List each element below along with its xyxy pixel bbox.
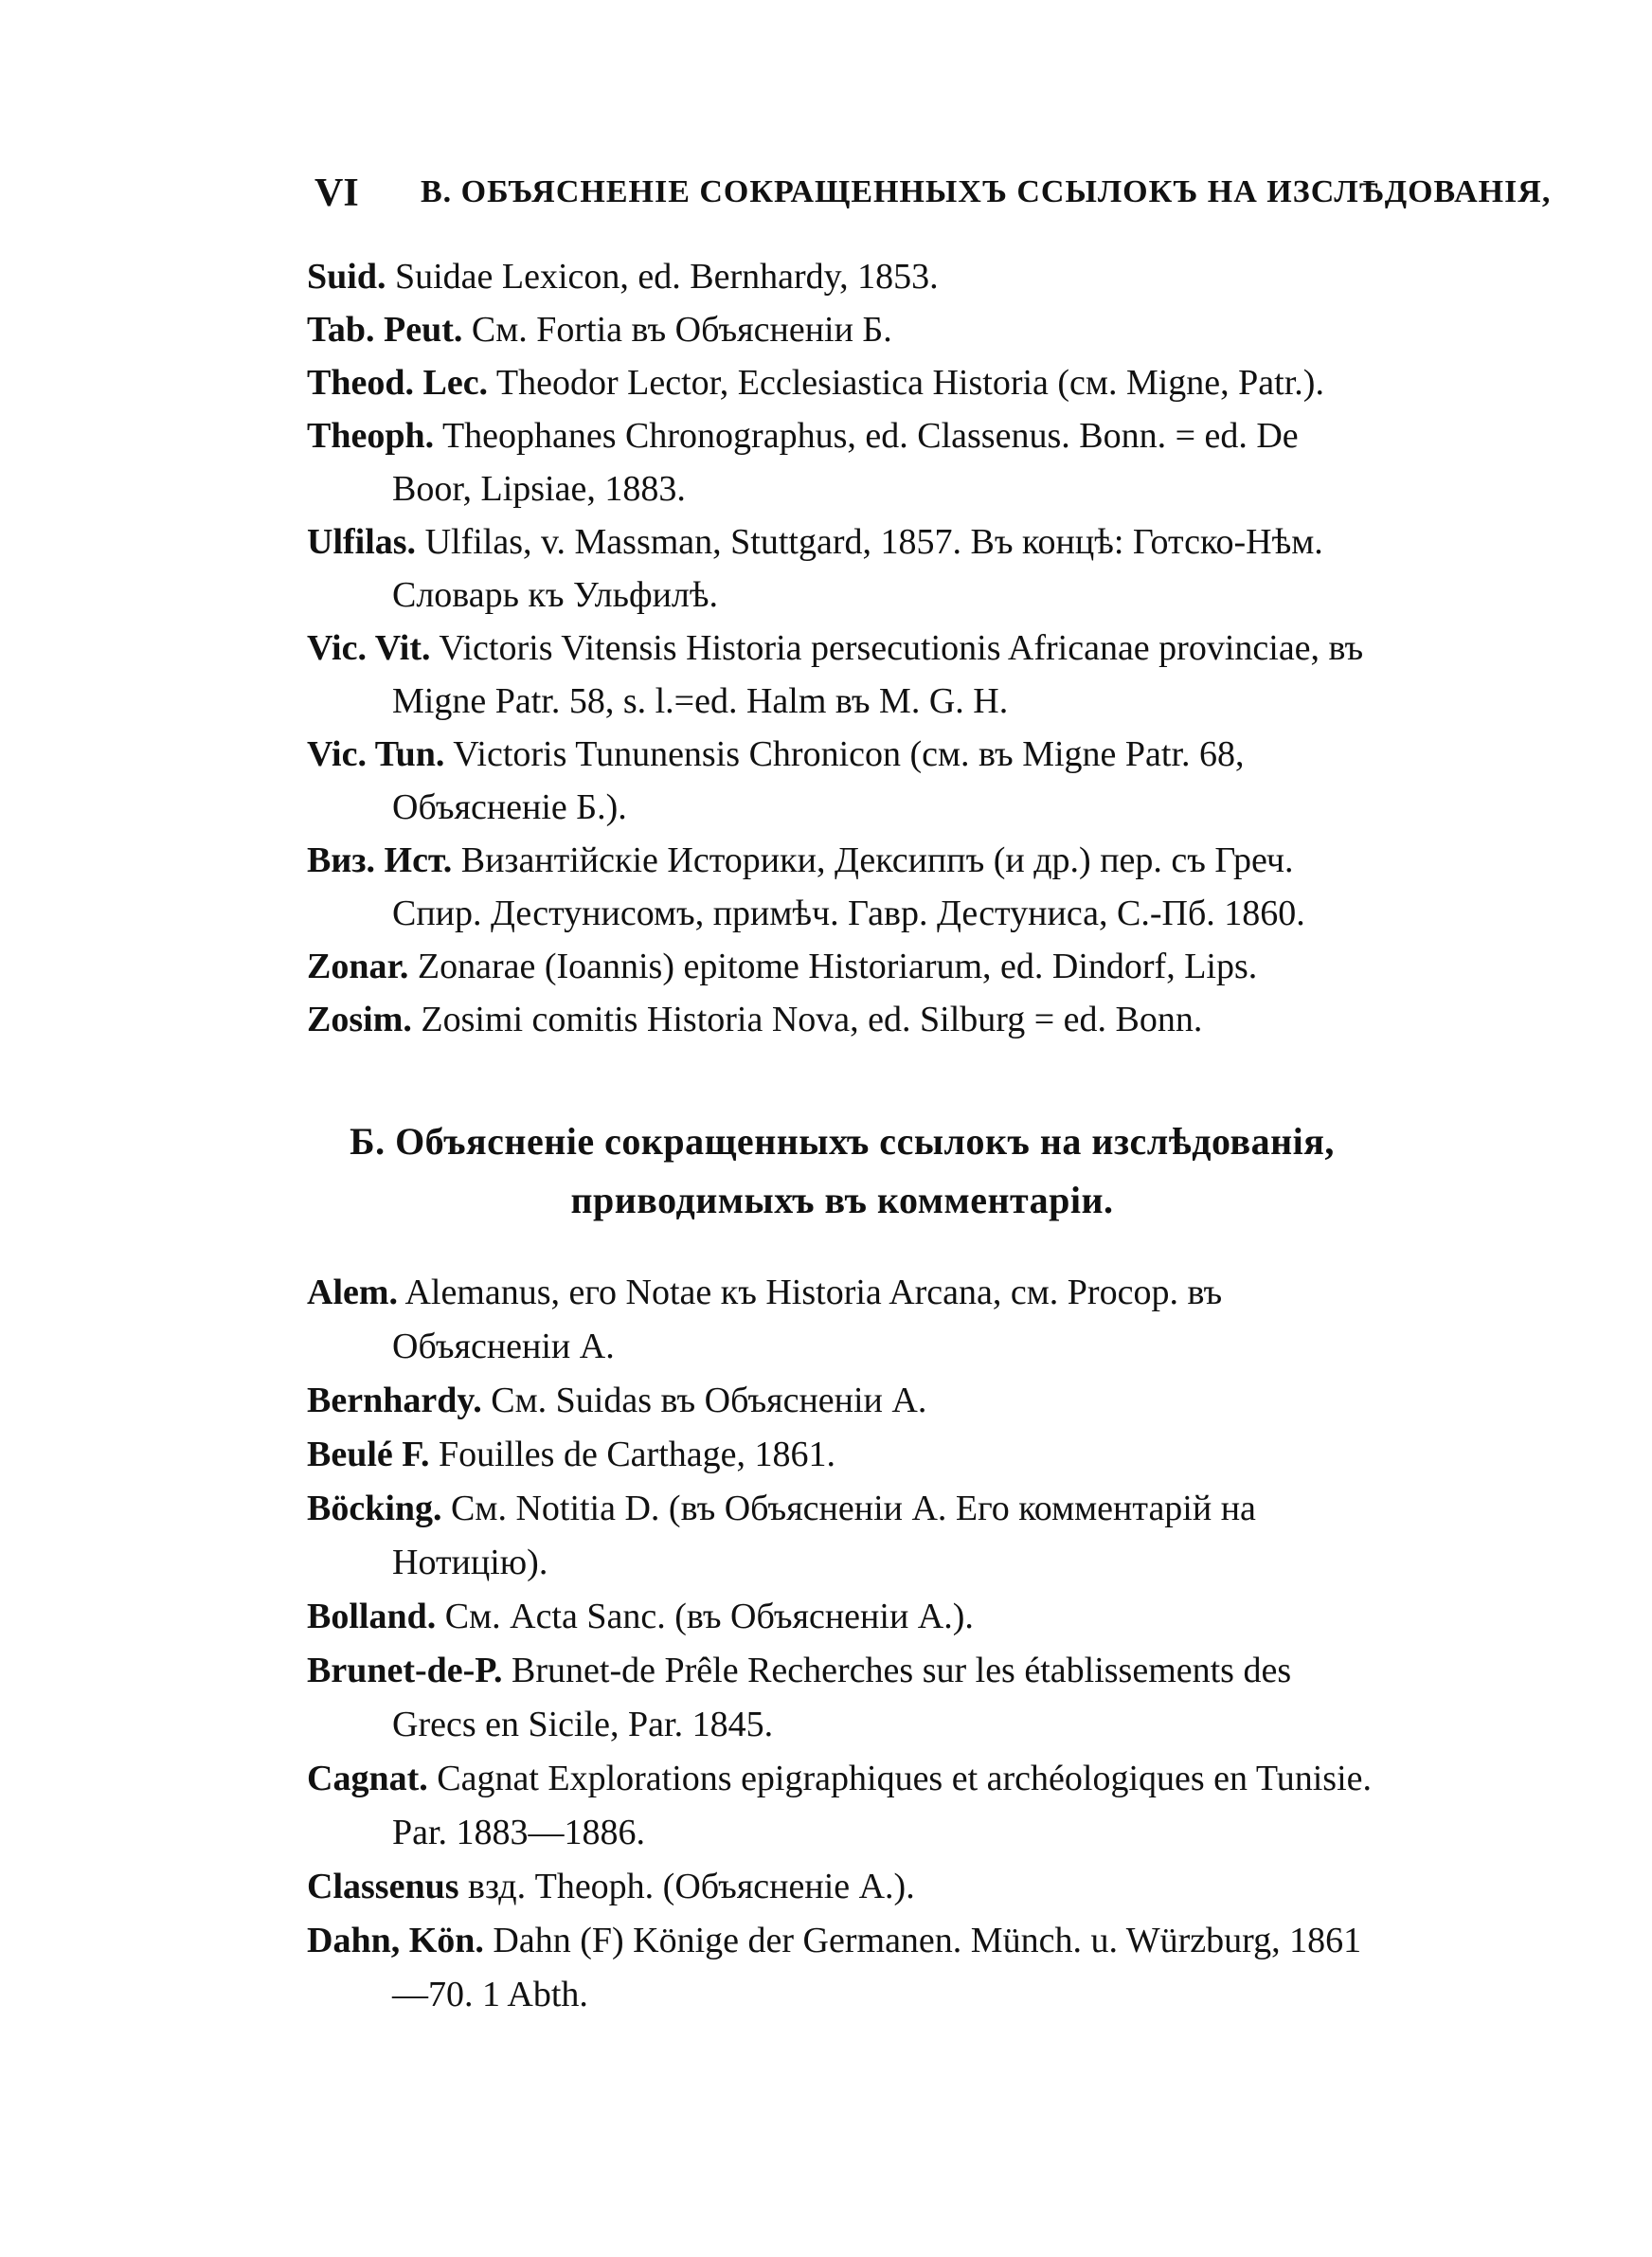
entry-abbreviation: Виз. Ист.: [307, 840, 453, 880]
entry-abbreviation: Cagnat.: [307, 1759, 428, 1798]
entry-abbreviation: Theod. Lec.: [307, 363, 489, 403]
list-item: [307, 1374, 1377, 1428]
entry-text: Zosimi comitis Historia Nova, ed. Silburg = ed. Bonn.: [421, 1000, 1203, 1039]
entry-text: Theophanes Chronographus, ed. Classenus. Bonn. = ed. De Boor, Lipsiae, 1883.: [392, 416, 1299, 509]
section-heading-line-2: приводимыхъ въ комментаріи.: [570, 1179, 1114, 1221]
list-item: [307, 940, 1377, 993]
entry-text: Brunet-de Prêle Recherches sur les établissements des Grecs en Sicile, Par. 1845.: [392, 1651, 1292, 1744]
entry-text: Victoris Vitensis Historia persecutionis Africanae provinciae, въ Migne Patr. 58, s. l.=ed. Halm въ M. G. H.: [392, 628, 1364, 721]
entry-abbreviation: Böcking.: [307, 1489, 442, 1528]
abbreviation-list-a: [307, 250, 1377, 1046]
entry-abbreviation: Brunet-de-P.: [307, 1651, 503, 1690]
entry-text: Cagnat Explorations epigraphiques et archéologiques en Tunisie. Par. 1883—1886.: [392, 1759, 1372, 1852]
list-item: [307, 356, 1377, 409]
page-number: VI: [314, 172, 359, 215]
list-item: [307, 1590, 1377, 1644]
list-item: [307, 1428, 1377, 1482]
list-item: [307, 834, 1377, 940]
entry-text: Alemanus, его Notae къ Historia Arcana, см. Procop. въ Объясненіи А.: [392, 1273, 1223, 1366]
entry-abbreviation: Classenus: [307, 1867, 459, 1906]
entry-abbreviation: Beulé F.: [307, 1435, 430, 1474]
entry-abbreviation: Ulfilas.: [307, 522, 417, 562]
list-item: [307, 250, 1377, 303]
list-item: [307, 1752, 1377, 1860]
entry-abbreviation: Alem.: [307, 1273, 399, 1312]
entry-abbreviation: Vic. Vit.: [307, 628, 431, 668]
entry-text: Византійскіе Историки, Дексиппъ (и др.) пер. съ Греч. Спир. Дестунисомъ, примѣч. Гавр. Дестуниса, С.-Пб. 1860.: [392, 840, 1305, 933]
list-item: [307, 303, 1377, 356]
entry-abbreviation: Dahn, Kön.: [307, 1921, 484, 1960]
entry-text: Fouilles de Carthage, 1861.: [439, 1435, 835, 1474]
entry-text: взд. Theoph. (Объясненіе А.).: [468, 1867, 915, 1906]
entry-text: См. Suidas въ Объясненіи А.: [491, 1381, 927, 1420]
running-header: [307, 161, 1552, 218]
list-item: [307, 409, 1377, 515]
entry-abbreviation: Zonar.: [307, 947, 409, 986]
entry-abbreviation: Tab. Peut.: [307, 310, 463, 350]
document-page: [307, 161, 1552, 2022]
entry-abbreviation: Suid.: [307, 257, 386, 297]
abbreviation-list-b: [307, 1266, 1377, 2022]
entry-abbreviation: Bernhardy.: [307, 1381, 482, 1420]
entry-abbreviation: Theoph.: [307, 416, 435, 456]
list-item: [307, 993, 1377, 1046]
entry-text: См. Notitia D. (въ Объясненіи А. Его комментарій на Нотицію).: [392, 1489, 1256, 1582]
list-item: [307, 1860, 1377, 1914]
list-item: [307, 515, 1377, 622]
entry-text: Theodor Lector, Ecclesiastica Historia (см. Migne, Patr.).: [495, 363, 1324, 403]
entry-text: См. Acta Sanc. (въ Объясненіи А.).: [444, 1597, 974, 1636]
entry-abbreviation: Bolland.: [307, 1597, 437, 1636]
list-item: [307, 1914, 1377, 2022]
list-item: [307, 1482, 1377, 1590]
entry-abbreviation: Zosim.: [307, 1000, 412, 1039]
list-item: [307, 1266, 1377, 1374]
entry-text: Victoris Tununensis Chronicon (см. въ Migne Patr. 68, Объясненіе Б.).: [392, 734, 1245, 827]
running-title: В. ОБЪЯСНЕНІЕ СОКРАЩЕННЫХЪ ССЫЛОКЪ НА ИЗСЛѢДОВАНІЯ,: [421, 174, 1552, 209]
list-item: [307, 622, 1377, 728]
entry-text: Dahn (F) Könige der Germanen. Münch. u. Würzburg, 1861—70. 1 Abth.: [392, 1921, 1362, 2014]
entry-abbreviation: Vic. Tun.: [307, 734, 445, 774]
section-heading: [307, 1112, 1377, 1230]
entry-text: Suidae Lexicon, ed. Bernhardy, 1853.: [394, 257, 939, 297]
list-item: [307, 1644, 1377, 1752]
entry-text: См. Fortia въ Объясненіи Б.: [471, 310, 892, 350]
entry-text: Zonarae (Ioannis) epitome Historiarum, ed. Dindorf, Lips.: [417, 947, 1258, 986]
entry-text: Ulfilas, v. Massman, Stuttgard, 1857. Въ концѣ: Готско-Нѣм. Словарь къ Ульфилѣ.: [392, 522, 1323, 615]
list-item: [307, 728, 1377, 834]
section-heading-line-1: Б. Объясненіе сокращенныхъ ссылокъ на изслѣдованія,: [350, 1120, 1335, 1163]
